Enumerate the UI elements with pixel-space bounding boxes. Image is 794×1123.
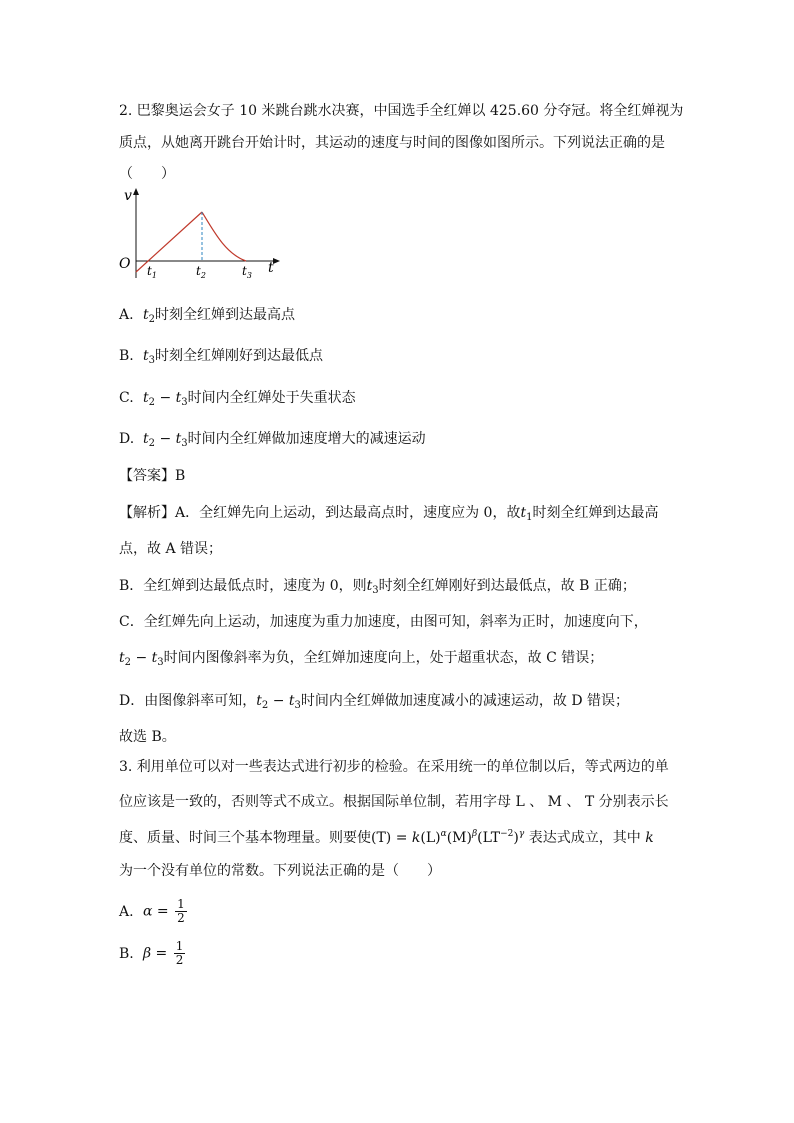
velocity-time-graph — [116, 186, 286, 282]
q2-analysis-b: B．全红婵到达最低点时，速度为 0，则$t_3$时刻全红婵刚好到达最低点，故 B 正确； — [119, 578, 636, 596]
q2-stem-line-3: （ ） — [119, 166, 175, 182]
fraction-one-half: $\frac{1}{2}$ — [177, 897, 185, 925]
t2-label: $t_2$ — [196, 264, 206, 280]
q2-option-b[interactable]: B. $t_3$时刻全红婵刚好到达最低点 — [119, 348, 324, 366]
q2-analysis-c-line-2: $t_2 - t_3$时间内图像斜率为负，全红婵加速度向上，处于超重状态，故 C 错误； — [119, 650, 604, 668]
t3-label: $t_3$ — [242, 264, 252, 280]
y-axis-label: v — [124, 188, 132, 204]
formula: $(T) = k(L)^\alpha(M)^\beta(LT^{-2})^\gamma$ — [371, 829, 525, 846]
q2-option-a[interactable]: A. $t_2$时刻全红婵到达最高点 — [119, 307, 296, 325]
answer-value: B — [175, 468, 186, 484]
option-letter: B. — [119, 348, 134, 364]
option-letter: A. — [119, 307, 134, 323]
q2-stem-line-1: 2. 巴黎奥运会女子 10 米跳台跳水决赛，中国选手全红婵以 425.60 分夺冠。将全红婵视为 — [119, 103, 684, 119]
x-axis-label: t — [268, 260, 274, 276]
q2-option-d[interactable]: D. $t_2 - t_3$时间内全红婵做加速度增大的减速运动 — [119, 431, 426, 449]
q2-analysis-d: D．由图像斜率可知，$t_2 - t_3$时间内全红婵做加速度减小的减速运动，故 D 错误； — [119, 693, 630, 711]
q2-answer — [119, 466, 185, 486]
answer-tag: 【答案】 — [119, 468, 175, 484]
var-t: t — [143, 348, 149, 364]
q2-option-c[interactable]: C. $t_2 - t_3$时间内全红婵处于失重状态 — [119, 390, 356, 408]
velocity-line-rising — [136, 212, 202, 272]
option-letter: C. — [119, 390, 134, 406]
option-text: 时间内全红婵处于失重状态 — [187, 390, 356, 406]
y-axis-arrow — [133, 188, 139, 195]
fraction-one-half: $\frac{1}{2}$ — [175, 939, 184, 967]
option-letter: D. — [119, 431, 135, 447]
q3-stem-line-3: 度、质量、时间三个基本物理量。则要使$(T) = k(L)^\alpha(M)^\beta(LT^{-2})^\gamma$ 表达式成立，其中 k — [119, 829, 654, 846]
q2-analysis-c-line-1: C．全红婵先向上运动，加速度为重力加速度，由图可知，斜率为正时，加速度向下， — [119, 614, 648, 630]
x-axis-arrow — [273, 258, 280, 264]
analysis-tag: 【解析】 — [119, 505, 175, 521]
q3-option-a[interactable]: A. α = $\frac{1}{2}$ — [119, 897, 185, 925]
q3-option-b[interactable]: B. β = $\frac{1}{2}$ — [119, 939, 184, 967]
q3-stem-line-1: 3. 利用单位可以对一些表达式进行初步的检验。在采用统一的单位制以后，等式两边的单 — [119, 759, 669, 775]
q2-conclusion: 故选 B。 — [119, 729, 176, 745]
option-text: 时间内全红婵做加速度增大的减速运动 — [187, 431, 426, 447]
var-t: t — [143, 307, 149, 323]
option-text: 时刻全红婵到达最高点 — [155, 307, 296, 323]
option-text: 时刻全红婵刚好到达最低点 — [155, 348, 324, 364]
velocity-curve-decel — [202, 212, 246, 261]
q3-stem-line-2: 位应该是一致的，否则等式不成立。根据国际单位制，若用字母 L 、 M 、 T 分别表示长 — [119, 794, 669, 810]
q2-analysis-a-line-2: 点，故 A 错误； — [119, 541, 223, 557]
t1-label: $t_1$ — [147, 264, 157, 280]
q3-stem-line-4: 为一个没有单位的常数。下列说法正确的是（ ） — [119, 863, 441, 879]
q2-analysis-a-line-1: 【解析】A．全红婵先向上运动，到达最高点时，速度应为 0，故$t_1$时刻全红婵到达最高 — [119, 505, 659, 523]
origin-label: O — [119, 256, 131, 272]
q2-stem-line-2: 质点，从她离开跳台开始计时，其运动的速度与时间的图像如图所示。下列说法正确的是 — [119, 135, 665, 151]
